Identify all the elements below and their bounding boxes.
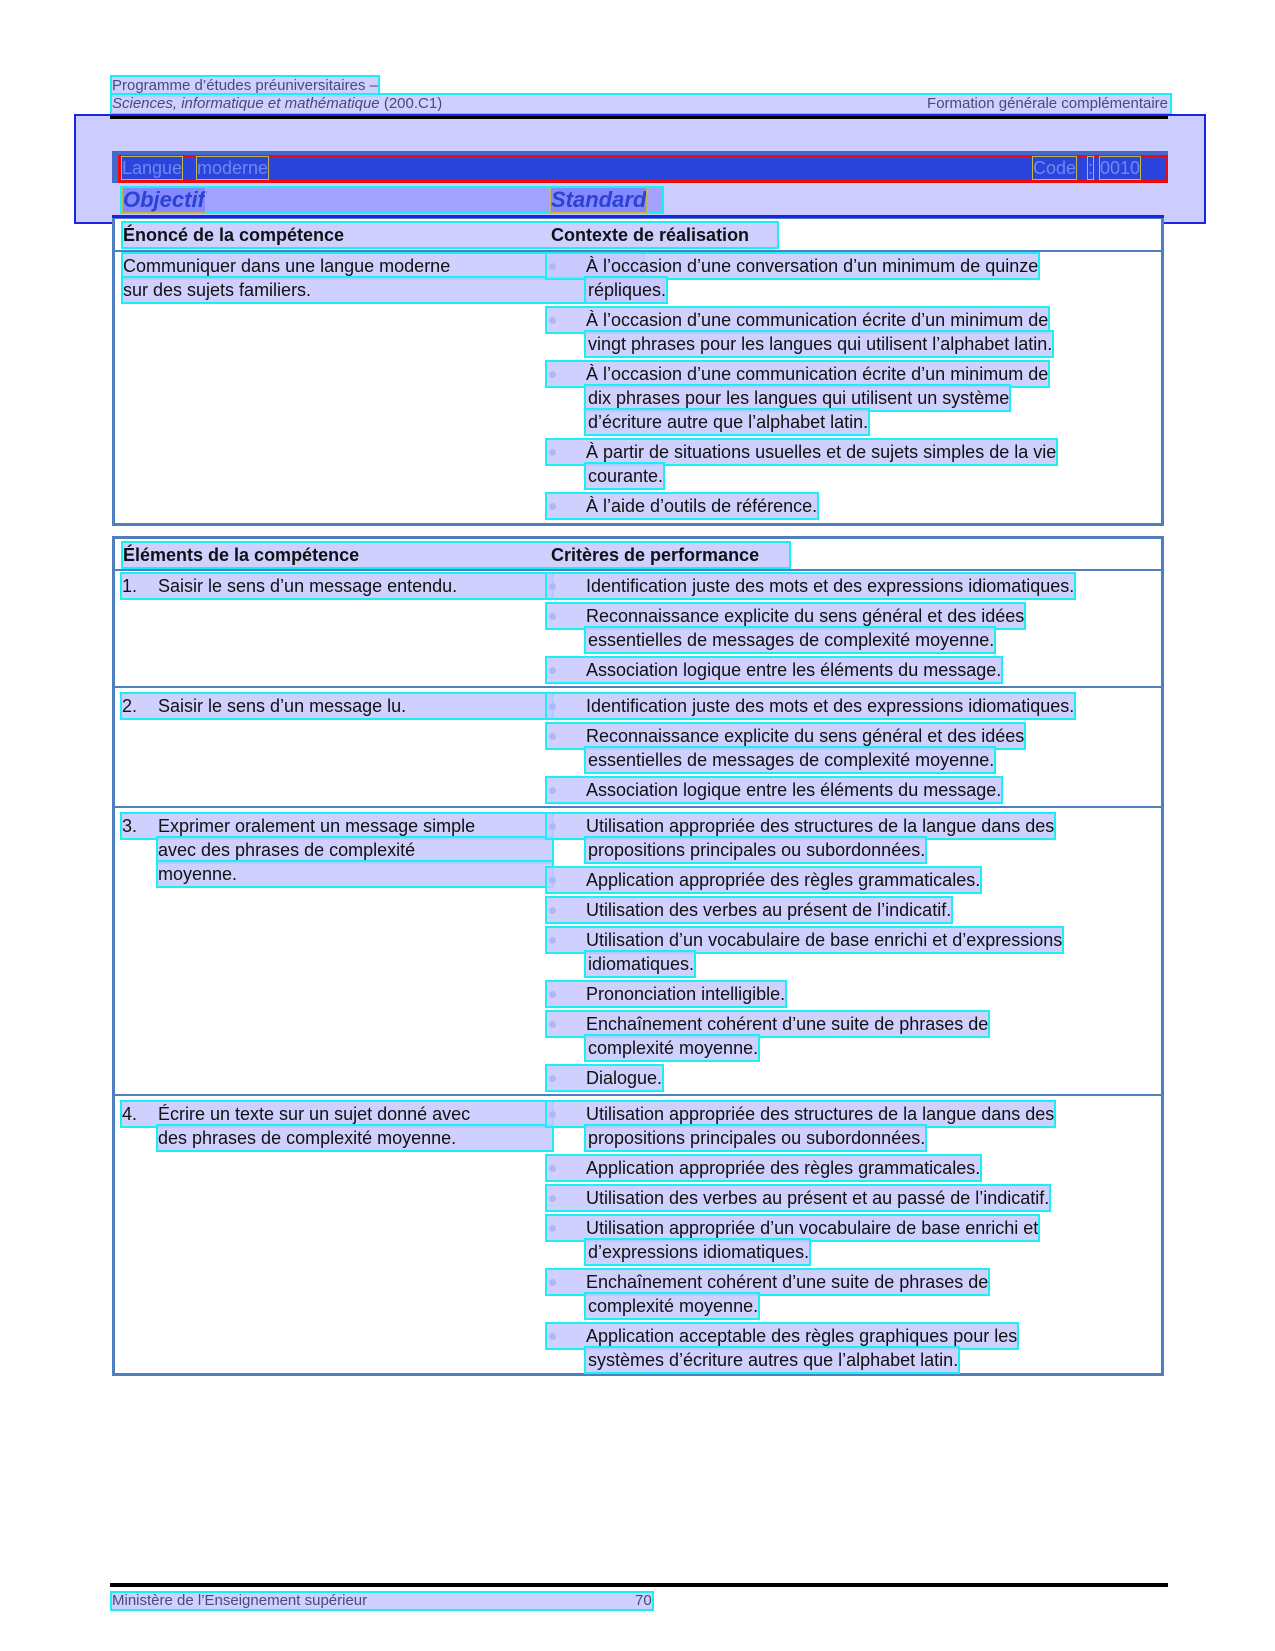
row-divider — [115, 1094, 1161, 1096]
bullet-item-line: Reconnaissance explicite du sens général et des idées — [547, 724, 1024, 748]
row-divider — [115, 686, 1161, 688]
footer-ministry-text: Ministère de l’Enseignement supérieur — [112, 1592, 368, 1609]
bullet-item-line: Application acceptable des règles graphiques pour les — [547, 1324, 1017, 1348]
bullet-item-line: systèmes d’écriture autres que l’alphabet latin. — [588, 1350, 959, 1370]
bullet-item-line: Utilisation appropriée des structures de la langue dans des — [547, 1102, 1054, 1126]
bullet-item-line: essentielles de messages de complexité moyenne. — [588, 750, 995, 770]
element-text-line: Écrire un texte sur un sujet donné avec — [122, 1102, 552, 1126]
element-number: 2. — [122, 696, 138, 716]
table-divider — [115, 569, 1161, 571]
section-objectif: Objectif — [123, 187, 205, 212]
header-right-label: Formation générale complémentaire — [927, 95, 1168, 112]
bullet-item-line: dix phrases pour les langues qui utilisent un système — [588, 388, 1010, 408]
bullet-item-line: répliques. — [588, 280, 667, 300]
bullet-item-line: Utilisation appropriée d’un vocabulaire de base enrichi et — [547, 1216, 1038, 1240]
footer-page-number: 70 — [635, 1592, 652, 1609]
bullet-item-line: d’expressions idiomatiques. — [588, 1242, 810, 1262]
code-colon: : — [1088, 158, 1094, 178]
bullet-item-line: À l’occasion d’une communication écrite d’un minimum de — [547, 308, 1048, 332]
bullet-item-line: Prononciation intelligible. — [547, 982, 785, 1006]
header-rule — [110, 116, 1168, 119]
competence-statement-line2: sur des sujets familiers. — [123, 278, 663, 302]
bullet-item-line: Association logique entre les éléments du message. — [547, 658, 1001, 682]
element-text-line: Saisir le sens d’un message lu. — [122, 694, 552, 718]
bullet-item-line: propositions principales ou subordonnées. — [588, 1128, 926, 1148]
bullet-item-line: Application appropriée des règles grammaticales. — [547, 1156, 980, 1180]
col-header-contexte: Contexte de réalisation — [551, 225, 750, 245]
bullet-item-line: Dialogue. — [547, 1066, 662, 1090]
element-text-line: avec des phrases de complexité — [158, 838, 552, 862]
bullet-item-line: essentielles de messages de complexité moyenne. — [588, 630, 995, 650]
title-word-1: Langue — [122, 158, 183, 178]
bullet-item-line: Identification juste des mots et des expressions idiomatiques. — [547, 574, 1074, 598]
element-text-line: Saisir le sens d’un message entendu. — [122, 574, 552, 598]
bullet-item-line: Enchaînement cohérent d’une suite de phrases de — [547, 1012, 988, 1036]
row-divider — [115, 806, 1161, 808]
overlay-bottom-edge — [112, 215, 1164, 218]
bullet-item-line: complexité moyenne. — [588, 1296, 759, 1316]
element-text-line: moyenne. — [158, 862, 552, 886]
competence-statement-line1: Communiquer dans une langue moderne — [123, 254, 643, 278]
bullet-item-line: Utilisation des verbes au présent de l’indicatif. — [547, 898, 951, 922]
table-divider — [115, 250, 1161, 252]
bullet-item-line: idiomatiques. — [588, 954, 695, 974]
col-header-enonce-text: Énoncé de la compétence — [123, 225, 345, 245]
element-text-line: des phrases de complexité moyenne. — [158, 1126, 552, 1150]
element-text-line: Exprimer oralement un message simple — [122, 814, 552, 838]
bullet-item-line: vingt phrases pour les langues qui utilisent l’alphabet latin. — [588, 334, 1053, 354]
element-number: 1. — [122, 576, 138, 596]
section-standard: Standard — [551, 187, 647, 212]
bullet-item-line: À l’occasion d’une conversation d’un minimum de quinze — [547, 254, 1038, 278]
bullet-item-line: Application appropriée des règles grammaticales. — [547, 868, 980, 892]
program-title-line1: Programme d’études préuniversitaires – — [112, 77, 378, 94]
col-header-criteres: Critères de performance — [551, 545, 760, 565]
bullet-item-line: complexité moyenne. — [588, 1038, 759, 1058]
bullet-item-line: À l’aide d’outils de référence. — [547, 494, 817, 518]
bullet-item-line: Association logique entre les éléments du message. — [547, 778, 1001, 802]
bullet-item-line: courante. — [588, 466, 664, 486]
program-code: (200.C1) — [379, 95, 443, 112]
bullet-item-line: Utilisation appropriée des structures de la langue dans des — [547, 814, 1054, 838]
footer-rule — [110, 1583, 1168, 1587]
title-word-2: moderne — [197, 158, 269, 178]
element-number: 3. — [122, 816, 138, 836]
bullet-item-line: À l’occasion d’une communication écrite d’un minimum de — [547, 362, 1048, 386]
title-band-highlight — [118, 155, 1168, 183]
bullet-item-line: Utilisation des verbes au présent et au passé de l’indicatif. — [547, 1186, 1049, 1210]
code-label: Code — [1033, 158, 1077, 178]
element-number: 4. — [122, 1104, 138, 1124]
footer-ministry — [112, 1593, 652, 1609]
code-value: 0010 — [1100, 158, 1141, 178]
bullet-item-line: d’écriture autre que l’alphabet latin. — [588, 412, 869, 432]
col-header-elements-text: Éléments de la compétence — [123, 545, 360, 565]
bullet-item-line: À partir de situations usuelles et de sujets simples de la vie — [547, 440, 1056, 464]
bullet-item-line: Enchaînement cohérent d’une suite de phrases de — [547, 1270, 988, 1294]
bullet-item-line: Utilisation d’un vocabulaire de base enrichi et d’expressions — [547, 928, 1062, 952]
bullet-item-line: Identification juste des mots et des expressions idiomatiques. — [547, 694, 1074, 718]
bullet-item-line: Reconnaissance explicite du sens général et des idées — [547, 604, 1024, 628]
program-name: Sciences, informatique et mathématique — [112, 95, 380, 112]
bullet-item-line: propositions principales ou subordonnées. — [588, 840, 926, 860]
